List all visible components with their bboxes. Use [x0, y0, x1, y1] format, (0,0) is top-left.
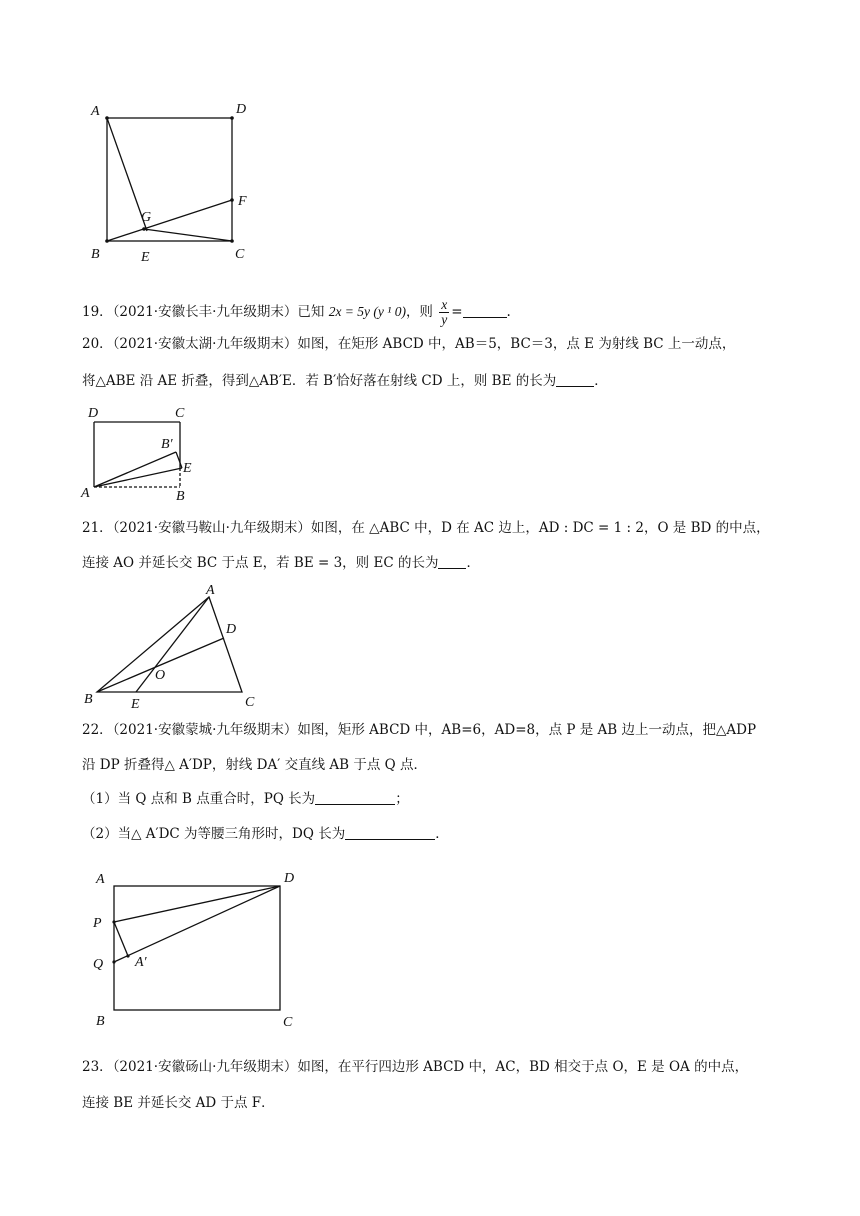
- q21-label-B: B: [84, 692, 93, 707]
- q22-label-P: P: [93, 916, 102, 931]
- q21-line1: 如图，在 △ABC 中，D 在 AC 边上，AD : DC = 1 : 2，O 是 BD 的中点，: [310, 520, 770, 536]
- q22-number: 22．: [82, 722, 113, 738]
- q21-label-C: C: [245, 695, 255, 710]
- q22-sub1-end: ；: [395, 791, 409, 807]
- q21-number: 21．: [82, 520, 113, 536]
- q22-sub1: （1）当 Q 点和 B 点重合时，PQ 长为: [82, 791, 316, 807]
- q22-label-A-prime: A′: [135, 955, 147, 970]
- q23-line1: 如图，在平行四边形 ABCD 中，AC，BD 相交于点 O，E 是 OA 的中点，: [297, 1059, 749, 1075]
- q19-text-before: 已知: [297, 304, 325, 320]
- q19-number: 19．: [82, 304, 113, 320]
- q23-number: 23．: [82, 1059, 113, 1075]
- q20-end: ．: [594, 373, 608, 389]
- q21-label-A: A: [206, 583, 215, 598]
- q20-label-C: C: [175, 406, 185, 421]
- q21-source: （2021·安徽马鞍山·九年级期末）: [112, 520, 311, 536]
- q20-line2: 将△ABE 沿 AE 折叠，得到△AB′E．若 B′恰好落在射线 CD 上，则 BE 的长为: [82, 373, 557, 389]
- label-F: F: [238, 194, 247, 209]
- q22-label-D: D: [284, 871, 295, 886]
- q19-frac-den: y: [441, 312, 448, 327]
- label-G: G: [141, 210, 152, 225]
- label-E: E: [141, 250, 150, 265]
- q21-end: ．: [466, 555, 480, 571]
- label-C: C: [235, 247, 245, 262]
- q20-label-A: A: [81, 486, 90, 501]
- q20-label-E: E: [183, 461, 192, 476]
- q23-source: （2021·安徽砀山·九年级期末）: [112, 1059, 298, 1075]
- q20-label-B: B: [176, 489, 185, 504]
- q22-label-C: C: [283, 1015, 293, 1030]
- q21-line2: 连接 AO 并延长交 BC 于点 E，若 BE = 3，则 EC 的长为: [82, 555, 439, 571]
- q22-label-B: B: [96, 1014, 105, 1029]
- label-B: B: [91, 247, 100, 262]
- q19-text-mid: ，则: [405, 304, 433, 320]
- q23-line2: 连接 BE 并延长交 AD 于点 F．: [82, 1095, 275, 1111]
- q22-label-A: A: [96, 872, 105, 887]
- q22-line1: 如图，矩形 ABCD 中，AB=6，AD=8，点 P 是 AB 边上一动点，把△ADP: [297, 722, 757, 738]
- q19-equals: =: [451, 304, 463, 320]
- q22-line2: 沿 DP 折叠得△ A′DP，射线 DA′ 交直线 AB 于点 Q 点．: [82, 757, 428, 773]
- q21-label-D: D: [226, 622, 237, 637]
- q19-frac-num: x: [441, 297, 448, 312]
- q22-sub2: （2）当△ A′DC 为等腰三角形时，DQ 长为: [82, 826, 346, 842]
- q20-number: 20．: [82, 336, 113, 352]
- q20-label-B-prime: B′: [161, 437, 173, 452]
- q19-equation: 2x = 5y (y ¹ 0): [328, 304, 406, 319]
- q19-end: .: [506, 304, 511, 320]
- q20-source: （2021·安徽太湖·九年级期末）: [112, 336, 298, 352]
- q20-line1: 如图，在矩形 ABCD 中，AB＝5，BC＝3，点 E 为射线 BC 上一动点，: [297, 336, 736, 352]
- q22-label-Q: Q: [93, 957, 104, 972]
- q21-label-O: O: [155, 668, 166, 683]
- q20-label-D: D: [88, 406, 99, 421]
- q21-label-E: E: [131, 697, 140, 712]
- label-D: D: [236, 102, 247, 117]
- q22-sub2-end: ．: [435, 826, 449, 842]
- q22-source: （2021·安徽蒙城·九年级期末）: [112, 722, 298, 738]
- label-A: A: [91, 104, 100, 119]
- question-23-line2: [82, 1093, 275, 1113]
- q19-source: （2021·安徽长丰·九年级期末）: [112, 304, 298, 320]
- question-23-line1: [82, 1057, 748, 1077]
